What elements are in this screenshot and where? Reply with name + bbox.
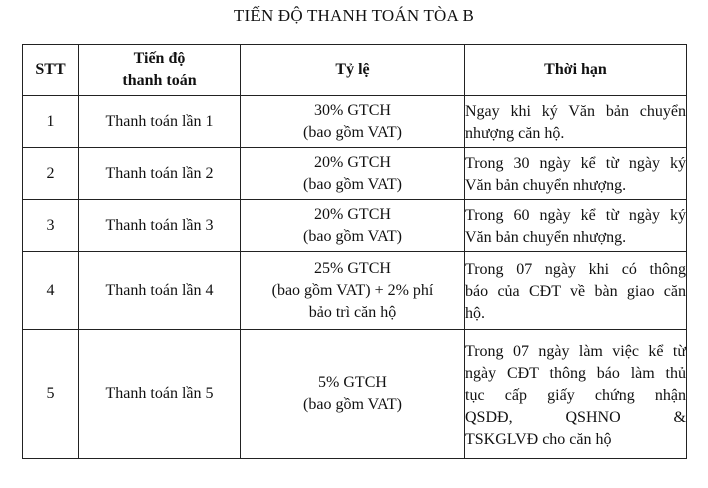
header-stt: STT — [23, 45, 79, 96]
thoi-han-line: báo của CĐT về bàn giao căn — [465, 283, 686, 300]
header-tien-do — [79, 45, 241, 96]
ty-le-line: 30% GTCH — [314, 101, 391, 119]
ty-le-line: (bao gồm VAT) — [303, 227, 402, 245]
ty-le-line: (bao gồm VAT) — [303, 123, 402, 141]
ty-le-line: (bao gồm VAT) + 2% phí — [271, 281, 434, 299]
cell-stt: 3 — [23, 200, 79, 252]
ty-le-line: (bao gồm VAT) — [303, 396, 402, 413]
ty-le-line: 20% GTCH — [314, 153, 391, 171]
document-title: TIẾN ĐỘ THANH TOÁN TÒA B — [233, 6, 475, 25]
ty-le-line: bảo trì căn hộ — [308, 303, 397, 321]
thoi-han-line: Trong 60 ngày kể từ ngày ký — [465, 207, 686, 224]
header-tien-do-line1: Tiến độ — [133, 50, 186, 67]
cell-tien-do: Thanh toán lần 4 — [79, 252, 241, 330]
cell-stt: 4 — [23, 252, 79, 330]
ty-le-line: (bao gồm VAT) — [303, 175, 402, 193]
cell-tien-do: Thanh toán lần 3 — [79, 200, 241, 252]
ty-le-line: 20% GTCH — [314, 205, 391, 223]
thoi-han-line: Trong 30 ngày kể từ ngày ký — [465, 155, 686, 172]
thoi-han-line: QSDĐ, QSHNO & — [465, 408, 686, 426]
payment-schedule-table — [22, 44, 687, 459]
header-ty-le: Tỷ lệ — [241, 45, 465, 96]
thoi-han-line: TSKGLVĐ cho căn hộ — [465, 430, 612, 448]
cell-thoi-han — [465, 96, 687, 148]
ty-le-line: 5% GTCH — [318, 374, 387, 391]
cell-ty-le — [241, 330, 465, 459]
thoi-han-line: Văn bản chuyển nhượng. — [465, 229, 627, 246]
thoi-han-line: nhượng căn hộ. — [465, 125, 565, 142]
cell-thoi-han — [465, 252, 687, 330]
thoi-han-line: tục cấp giấy chứng nhận — [465, 386, 686, 404]
cell-ty-le — [241, 252, 465, 330]
cell-stt: 2 — [23, 148, 79, 200]
header-thoi-han: Thời hạn — [465, 45, 687, 96]
thoi-han-line: Trong 07 ngày khi có thông — [465, 261, 686, 278]
cell-ty-le — [241, 148, 465, 200]
table-row — [23, 252, 687, 330]
cell-tien-do: Thanh toán lần 2 — [79, 148, 241, 200]
thoi-han-line: Văn bản chuyển nhượng. — [465, 177, 627, 194]
thoi-han-line: ngày CĐT thông báo làm thủ — [465, 364, 686, 382]
table-row — [23, 200, 687, 252]
table-header-row — [23, 45, 687, 96]
ty-le-line: 25% GTCH — [314, 259, 391, 277]
cell-stt: 5 — [23, 330, 79, 459]
cell-thoi-han — [465, 148, 687, 200]
cell-thoi-han — [465, 330, 687, 459]
cell-tien-do: Thanh toán lần 5 — [79, 330, 241, 459]
cell-ty-le — [241, 200, 465, 252]
header-tien-do-line2: thanh toán — [122, 72, 197, 89]
thoi-han-line: hộ. — [465, 305, 485, 322]
thoi-han-line: Ngay khi ký Văn bản chuyển — [465, 103, 686, 120]
cell-stt: 1 — [23, 96, 79, 148]
cell-thoi-han — [465, 200, 687, 252]
cell-ty-le — [241, 96, 465, 148]
cell-tien-do: Thanh toán lần 1 — [79, 96, 241, 148]
table-row — [23, 330, 687, 459]
thoi-han-line: Trong 07 ngày làm việc kể từ — [465, 342, 686, 360]
table-row — [23, 148, 687, 200]
table-row — [23, 96, 687, 148]
